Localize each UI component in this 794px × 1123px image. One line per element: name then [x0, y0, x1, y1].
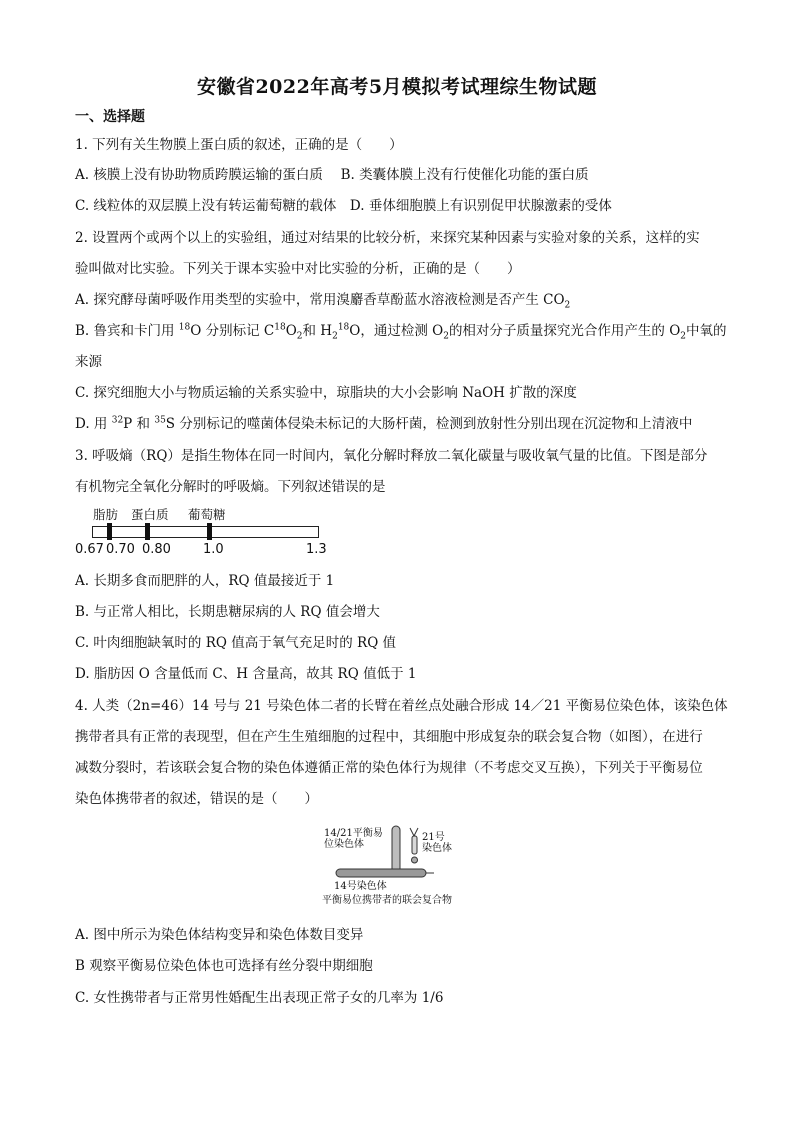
q4-stem-line3: 减数分裂时，若该联会复合物的染色体遵循正常的染色体行为规律（不考虑交叉互换），下列关于平衡易位 — [75, 760, 703, 776]
q4-stem-line1: 4. 人类（2n=46）14 号与 21 号染色体二者的长臂在着丝点处融合形成 14／21 平衡易位染色体，该染色体 — [75, 698, 728, 714]
q2-option-d: D. 用 $^{32}$P 和 $^{35}$S 分别标记的噬菌体侵染未标记的大肠杆菌，检测到放射性分别出现在沉淀物和上清液中 — [75, 415, 693, 432]
q2-option-b: B. 鲁宾和卡门用 $^{18}$O 分别标记 $C^{18}O_2$和 $H_2^{18}O$，通过检测 $O_2$的相对分子质量探究光合作用产生的 $O_2$中氧的 — [75, 322, 727, 342]
label-14: 14号染色体 — [334, 881, 387, 892]
page-title: 安徽省2022年高考5月模拟考试理综生物试题 — [196, 76, 598, 98]
q4-option-b: B 观察平衡易位染色体也可选择有丝分裂中期细胞 — [75, 958, 373, 974]
rq-axis-13: 1.3 — [306, 542, 327, 557]
q4-option-a: A. 图中所示为染色体结构变异和染色体数目变异 — [75, 927, 364, 943]
rq-axis-067: 0.67 — [75, 542, 104, 557]
label-21-line1: 21号 — [422, 832, 445, 843]
q2-stem-line2: 验叫做对比实验。下列关于课本实验中对比实验的分析，正确的是（ ） — [75, 261, 521, 277]
label-translocation-line2: 位染色体 — [324, 839, 364, 850]
rq-axis-080: 0.80 — [142, 542, 171, 557]
q2-option-c: C. 探究细胞大小与物质运输的关系实验中，琼脂块的大小会影响 NaOH 扩散的深度 — [75, 385, 577, 401]
q3-option-c: C. 叶肉细胞缺氧时的 RQ 值高于氧气充足时的 RQ 值 — [75, 635, 397, 651]
q3-option-b: B. 与正常人相比，长期患糖尿病的人 RQ 值会增大 — [75, 604, 380, 620]
rq-tick-glucose — [207, 523, 212, 540]
rq-axis-070: 0.70 — [106, 542, 135, 557]
rq-axis-10: 1.0 — [203, 542, 224, 557]
rq-label-protein: 蛋白质 — [131, 507, 169, 522]
q1-stem: 1. 下列有关生物膜上蛋白质的叙述，正确的是（ ） — [75, 137, 403, 153]
chromosome-figure — [322, 822, 472, 912]
rq-label-fat: 脂肪 — [93, 507, 119, 522]
q3-option-d: D. 脂肪因 O 含量低而 C、H 含量高，故其 RQ 值低于 1 — [75, 666, 417, 682]
q1-options-cd: C. 线粒体的双层膜上没有转运葡萄糖的载体 D. 垂体细胞膜上有识别促甲状腺激素的受体 — [75, 198, 612, 214]
q4-stem-line2: 携带者具有正常的表现型，但在产生生殖细胞的过程中，其细胞中形成复杂的联会复合物（如图），在进行 — [75, 729, 703, 745]
q4-stem-line4: 染色体携带者的叙述，错误的是（ ） — [75, 791, 318, 807]
q3-stem-line1: 3. 呼吸熵（RQ）是指生物体在同一时间内，氧化分解时释放二氧化碳量与吸收氧气量的比值。下图是部分 — [75, 448, 708, 464]
q1-options-ab: A. 核膜上没有协助物质跨膜运输的蛋白质 B. 类囊体膜上没有行使催化功能的蛋白质 — [75, 167, 589, 183]
q2-stem-line1: 2. 设置两个或两个以上的实验组，通过对结果的比较分析，来探究某种因素与实验对象的关系，这样的实 — [75, 230, 700, 246]
q2-option-b-line2: 来源 — [75, 354, 102, 370]
q3-stem-line2: 有机物完全氧化分解时的呼吸熵。下列叙述错误的是 — [75, 479, 386, 495]
section-heading: 一、选择题 — [75, 109, 145, 125]
label-translocation-line1: 14/21平衡易 — [324, 828, 383, 839]
q2-option-a: A. 探究酵母菌呼吸作用类型的实验中，常用溴麝香草酚蓝水溶液检测是否产生 $CO_2$ — [75, 292, 571, 311]
rq-tick-fat — [107, 523, 112, 540]
rq-scale-bar — [92, 526, 319, 538]
label-21-line2: 染色体 — [422, 843, 452, 854]
rq-label-glucose: 葡萄糖 — [188, 507, 226, 522]
q3-option-a: A. 长期多食而肥胖的人，RQ 值最接近于 1 — [75, 573, 335, 589]
figure-caption: 平衡易位携带者的联会复合物 — [322, 895, 452, 906]
q4-option-c: C. 女性携带者与正常男性婚配生出表现正常子女的几率为 1/6 — [75, 990, 444, 1006]
rq-tick-protein — [145, 523, 150, 540]
